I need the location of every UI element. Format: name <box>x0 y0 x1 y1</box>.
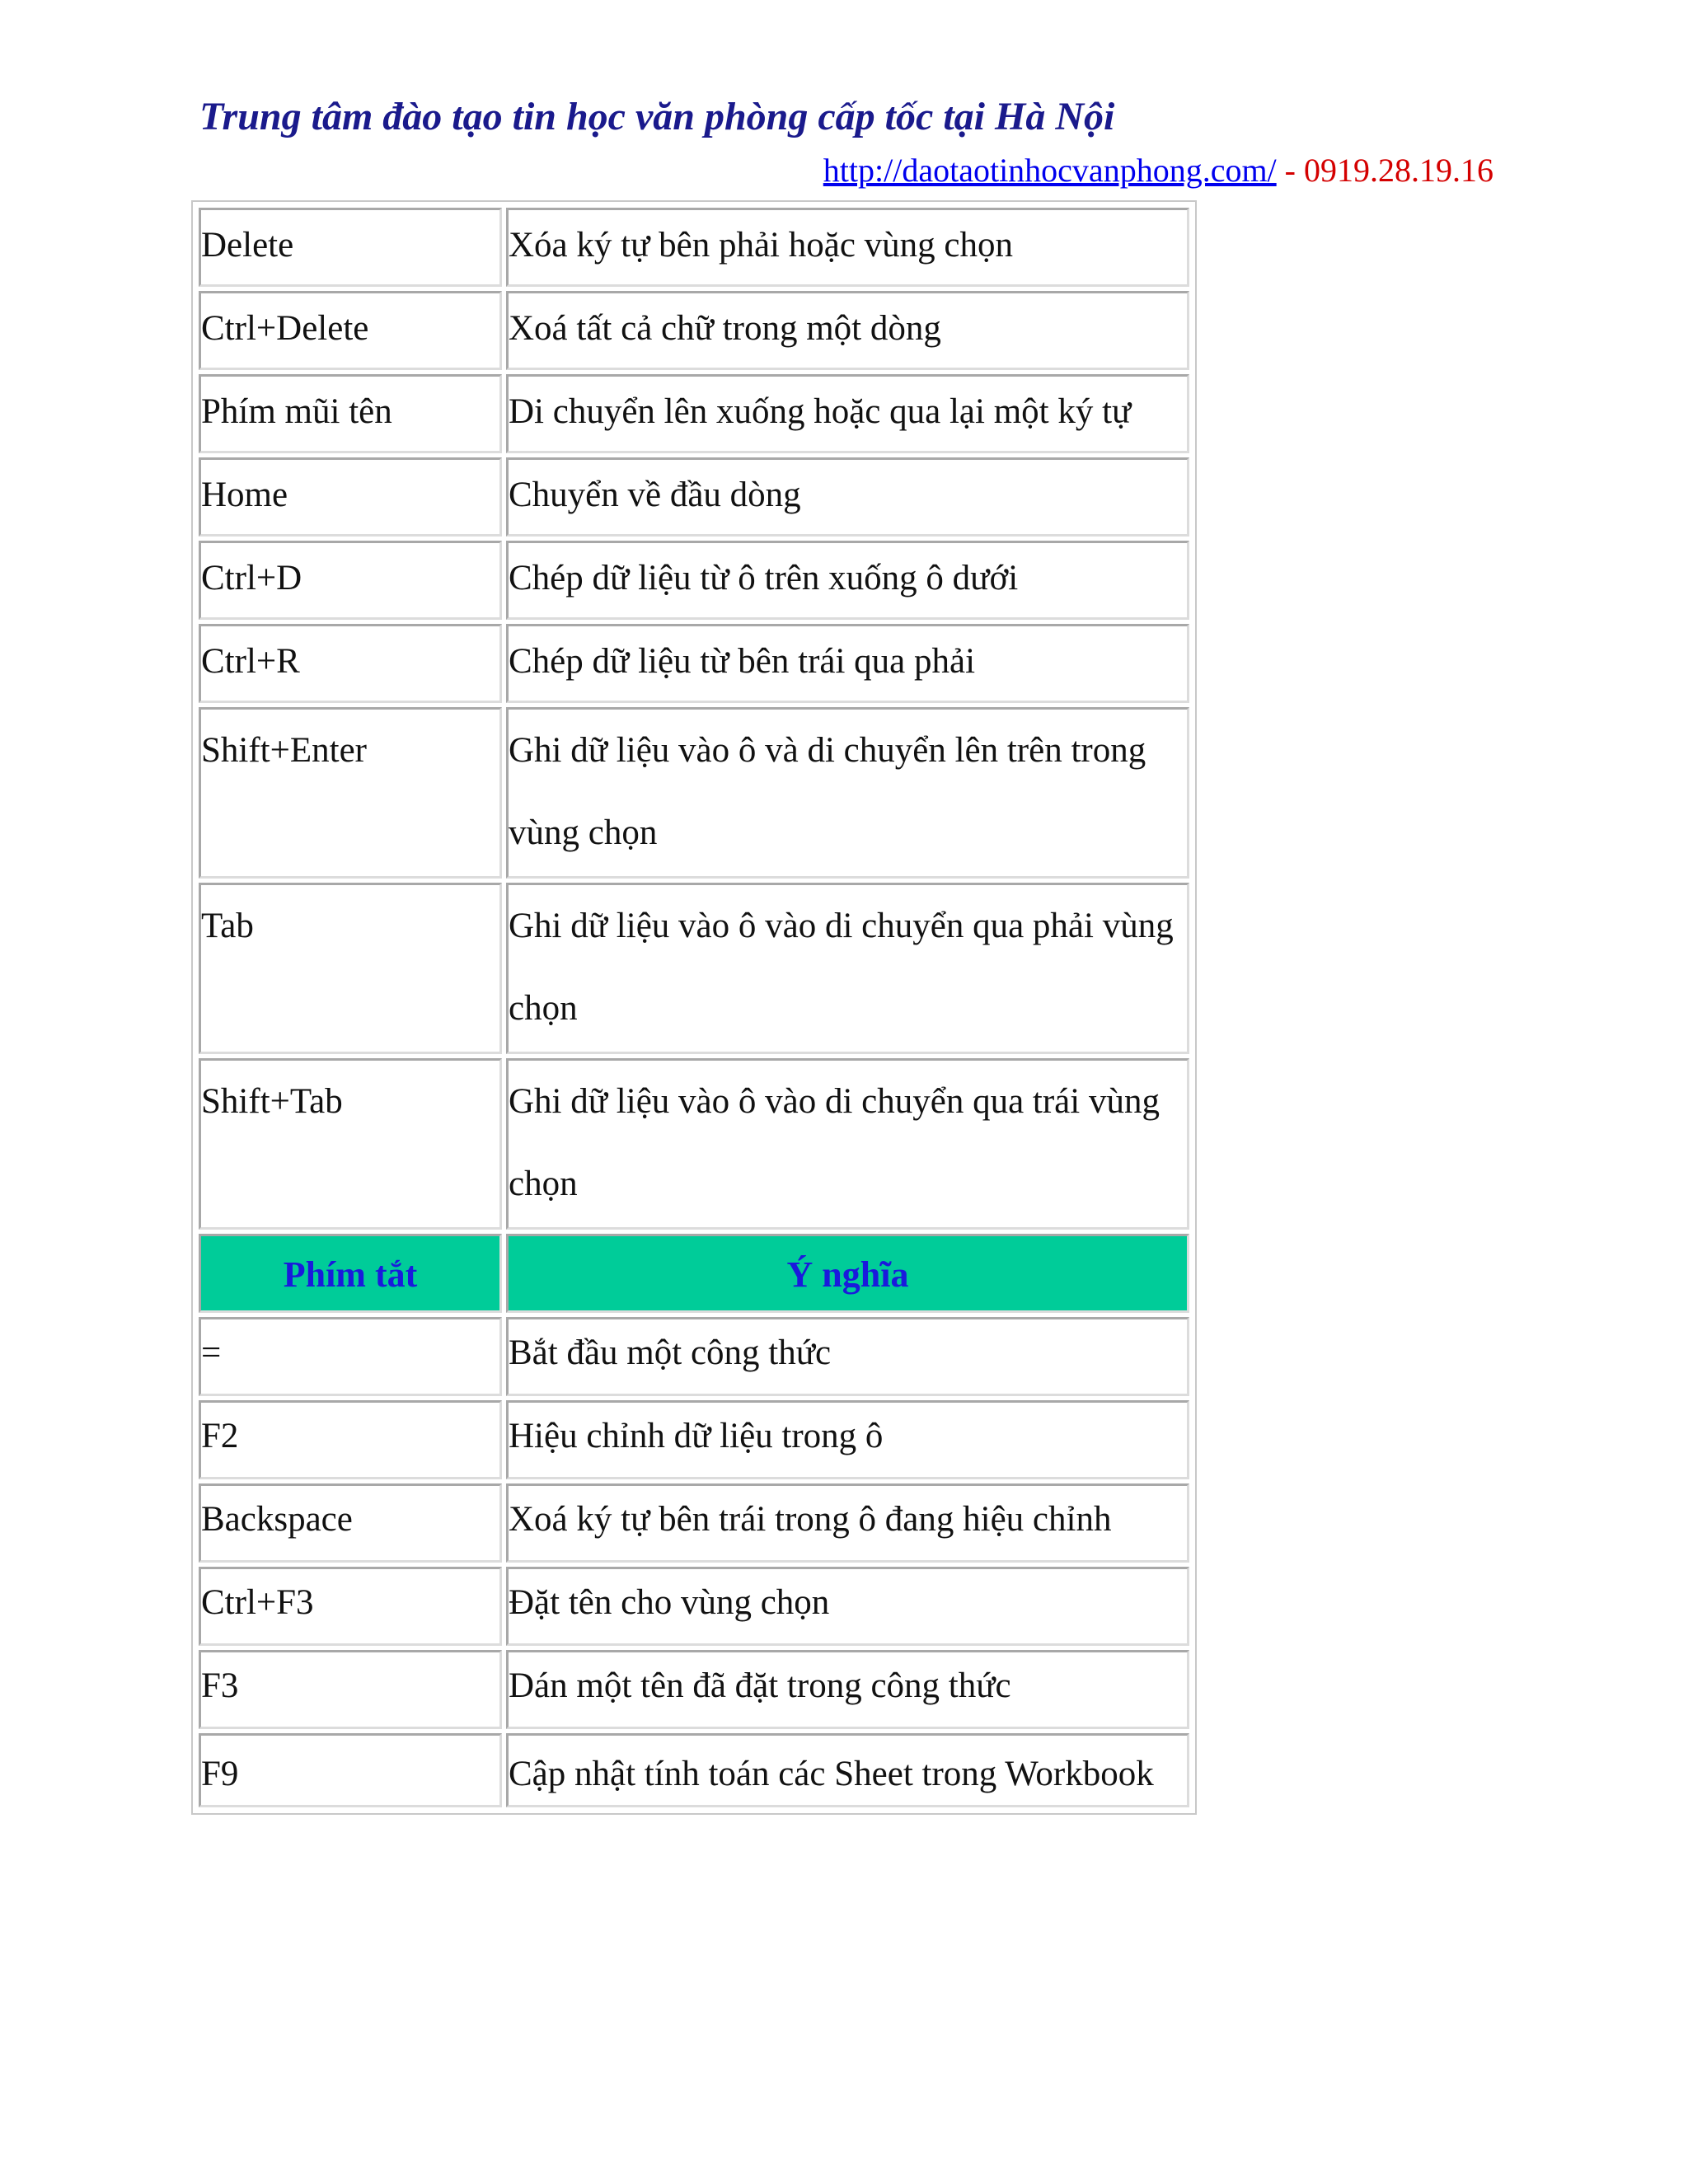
shortcut-key: Ctrl+Delete <box>199 291 502 370</box>
table-row <box>199 1058 1189 1230</box>
shortcut-description: Xoá tất cả chữ trong một dòng <box>506 291 1189 370</box>
shortcut-key: = <box>199 1317 502 1396</box>
shortcut-key: F2 <box>199 1400 502 1479</box>
page-header <box>199 92 1502 189</box>
column-header-meaning: Ý nghĩa <box>506 1234 1189 1313</box>
header-separator: - <box>1276 152 1304 189</box>
table-row <box>199 1650 1189 1729</box>
table-row <box>199 208 1189 287</box>
shortcut-key: Shift+Tab <box>199 1058 502 1230</box>
shortcut-description: Cập nhật tính toán các Sheet trong Workbook <box>506 1733 1189 1807</box>
table-row <box>199 1400 1189 1479</box>
shortcut-description: Di chuyển lên xuống hoặc qua lại một ký tự <box>506 374 1189 453</box>
shortcut-key: Tab <box>199 883 502 1054</box>
shortcut-description: Chép dữ liệu từ ô trên xuống ô dưới <box>506 541 1189 620</box>
shortcut-description: Ghi dữ liệu vào ô và di chuyển lên trên trong vùng chọn <box>506 707 1189 879</box>
shortcut-key: Backspace <box>199 1483 502 1563</box>
shortcut-key: Home <box>199 457 502 537</box>
shortcut-description: Dán một tên đã đặt trong công thức <box>506 1650 1189 1729</box>
shortcut-description: Đặt tên cho vùng chọn <box>506 1567 1189 1646</box>
table-row <box>199 624 1189 703</box>
table-row <box>199 1317 1189 1396</box>
table-header-row <box>199 1234 1189 1313</box>
table-row <box>199 457 1189 537</box>
shortcut-description: Xoá ký tự bên trái trong ô đang hiệu chỉnh <box>506 1483 1189 1563</box>
shortcut-description: Ghi dữ liệu vào ô vào di chuyển qua phải vùng chọn <box>506 883 1189 1054</box>
shortcut-description: Bắt đầu một công thức <box>506 1317 1189 1396</box>
shortcut-description: Xóa ký tự bên phải hoặc vùng chọn <box>506 208 1189 287</box>
shortcut-key: Phím mũi tên <box>199 374 502 453</box>
shortcut-description: Chuyển về đầu dòng <box>506 457 1189 537</box>
table-row <box>199 707 1189 879</box>
table-row <box>199 291 1189 370</box>
column-header-shortcut: Phím tắt <box>199 1234 502 1313</box>
shortcut-key: Ctrl+F3 <box>199 1567 502 1646</box>
shortcut-table-container <box>191 200 1197 1815</box>
table-row <box>199 374 1189 453</box>
shortcut-key: F3 <box>199 1650 502 1729</box>
shortcut-description: Ghi dữ liệu vào ô vào di chuyển qua trái vùng chọn <box>506 1058 1189 1230</box>
shortcut-key: Shift+Enter <box>199 707 502 879</box>
shortcut-description: Chép dữ liệu từ bên trái qua phải <box>506 624 1189 703</box>
table-row <box>199 541 1189 620</box>
shortcut-key: F9 <box>199 1733 502 1807</box>
header-contact-line <box>823 150 1493 191</box>
page-title: Trung tâm đào tạo tin học văn phòng cấp tốc tại Hà Nội <box>199 95 1115 138</box>
website-link[interactable]: http://daotaotinhocvanphong.com/ <box>823 152 1277 189</box>
shortcut-table <box>195 204 1193 1811</box>
shortcut-key: Ctrl+D <box>199 541 502 620</box>
phone-number: 0919.28.19.16 <box>1304 152 1493 189</box>
shortcut-description: Hiệu chỉnh dữ liệu trong ô <box>506 1400 1189 1479</box>
table-row <box>199 1483 1189 1563</box>
table-row <box>199 1567 1189 1646</box>
table-row <box>199 883 1189 1054</box>
table-row <box>199 1733 1189 1807</box>
shortcut-key: Ctrl+R <box>199 624 502 703</box>
shortcut-key: Delete <box>199 208 502 287</box>
